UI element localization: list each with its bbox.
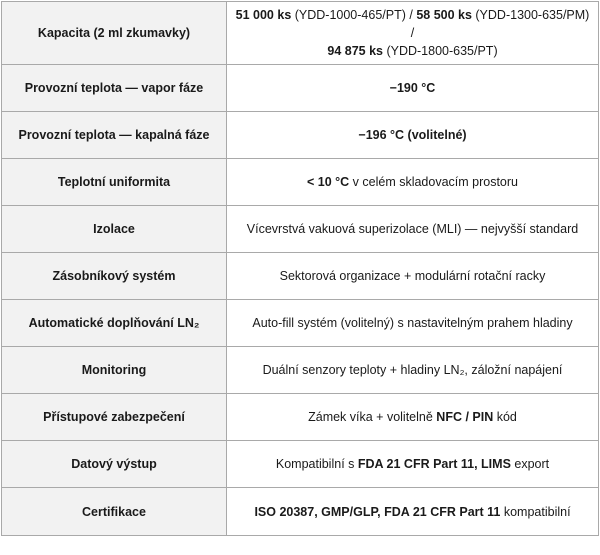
row-label: Přístupové zabezpečení bbox=[2, 394, 227, 441]
row-label: Automatické doplňování LN₂ bbox=[2, 300, 227, 347]
spec-table bbox=[1, 1, 599, 536]
value-segment: kompatibilní bbox=[500, 504, 571, 519]
table-row bbox=[2, 394, 599, 441]
row-label: Monitoring bbox=[2, 347, 227, 394]
row-value bbox=[227, 253, 599, 300]
table-row bbox=[2, 112, 599, 159]
value-segment: Vícevrstvá vakuová superizolace (MLI) — nejvyšší standard bbox=[246, 222, 579, 236]
value-segment: Sektorová organizace + modulární rotační racky bbox=[279, 269, 546, 283]
row-label: Izolace bbox=[2, 206, 227, 253]
row-label: Provozní teplota — kapalná fáze bbox=[2, 112, 227, 159]
value-segment: < 10 °C bbox=[307, 175, 350, 189]
table-row bbox=[2, 159, 599, 206]
row-value bbox=[227, 65, 599, 112]
value-segment: FDA 21 CFR Part 11, LIMS bbox=[357, 457, 511, 471]
row-value bbox=[227, 300, 599, 347]
value-segment: v celém skladovacím prostoru bbox=[349, 175, 518, 189]
table-row bbox=[2, 347, 599, 394]
value-segment: ISO 20387, GMP/GLP, FDA 21 CFR Part 11 bbox=[254, 504, 501, 519]
value-segment: kód bbox=[493, 410, 517, 424]
value-segment: −196 °C (volitelné) bbox=[358, 128, 467, 142]
row-value bbox=[227, 2, 599, 65]
row-value bbox=[227, 347, 599, 394]
table-row bbox=[2, 65, 599, 112]
value-segment: NFC / PIN bbox=[436, 410, 494, 424]
row-label: Provozní teplota — vapor fáze bbox=[2, 65, 227, 112]
value-segment: 51 000 ks bbox=[235, 8, 292, 22]
value-segment: Auto-fill systém (volitelný) s nastavitelným prahem hladiny bbox=[252, 316, 573, 330]
row-value bbox=[227, 159, 599, 206]
value-segment: Zámek víka + volitelně bbox=[308, 410, 437, 424]
value-segment: (YDD-1800-635/PT) bbox=[382, 44, 498, 58]
table-row bbox=[2, 441, 599, 488]
row-value bbox=[227, 441, 599, 488]
row-value bbox=[227, 488, 599, 536]
value-segment: (YDD-1000-465/PT) / bbox=[291, 8, 417, 22]
value-segment: 94 875 ks bbox=[327, 44, 383, 58]
value-segment: export bbox=[510, 457, 550, 471]
row-label: Kapacita (2 ml zkumavky) bbox=[2, 2, 227, 65]
row-label: Teplotní uniformita bbox=[2, 159, 227, 206]
row-value bbox=[227, 206, 599, 253]
value-segment: (YDD-1300-635/PM) / bbox=[410, 8, 590, 40]
row-label: Zásobníkový systém bbox=[2, 253, 227, 300]
value-segment: −190 °C bbox=[389, 81, 436, 95]
table-row bbox=[2, 206, 599, 253]
value-segment: Kompatibilní s bbox=[275, 457, 358, 471]
table-row bbox=[2, 253, 599, 300]
table-row bbox=[2, 2, 599, 65]
row-value bbox=[227, 112, 599, 159]
table-row bbox=[2, 488, 599, 536]
row-label: Certifikace bbox=[2, 488, 227, 536]
value-segment: Duální senzory teploty + hladiny LN₂, záložní napájení bbox=[262, 363, 563, 377]
row-value bbox=[227, 394, 599, 441]
value-segment: 58 500 ks bbox=[416, 8, 472, 22]
row-label: Datový výstup bbox=[2, 441, 227, 488]
table-row bbox=[2, 300, 599, 347]
